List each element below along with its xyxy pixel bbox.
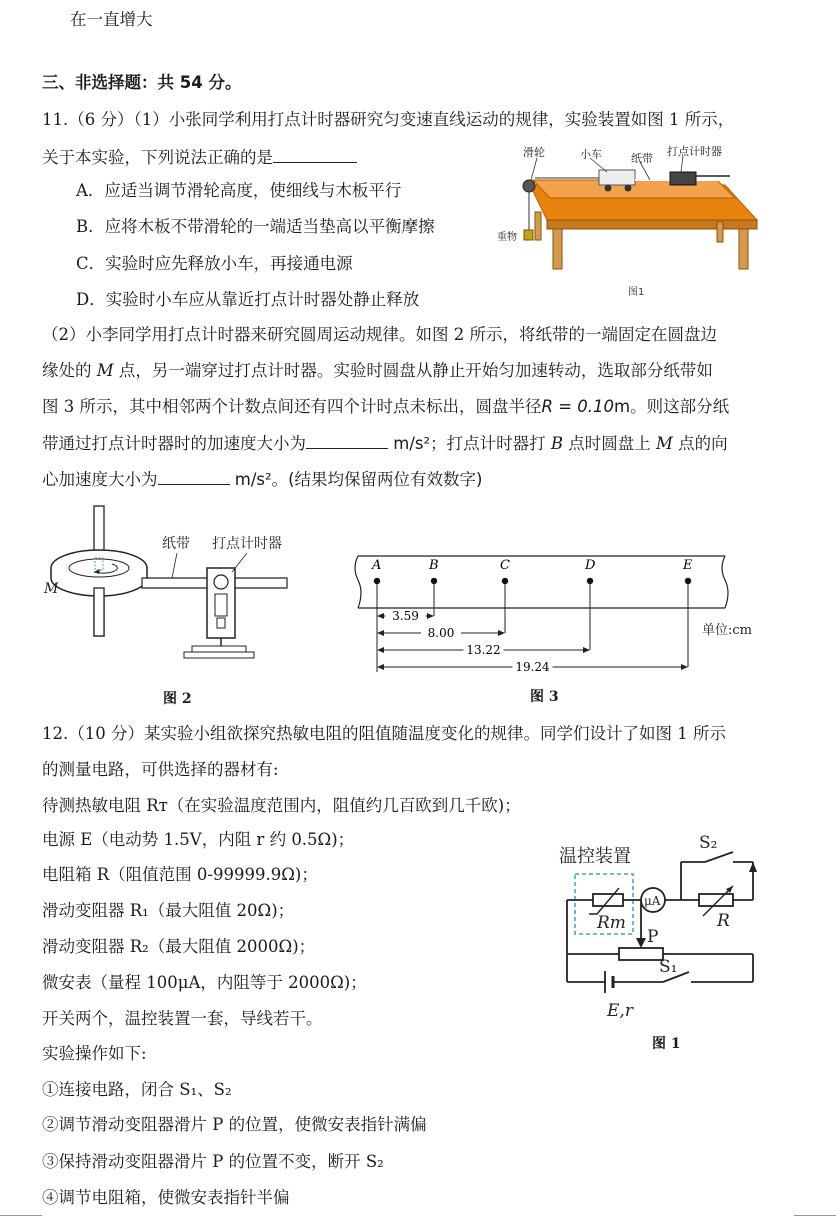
q12-step3: ③保持滑动变阻器滑片 P 的位置不变，断开 S₂ xyxy=(42,1152,384,1171)
text-segment: 带通过打点计时器时的加速度大小为 xyxy=(42,434,306,453)
q11-option-d: D．实验时小车应从靠近打点计时器处静止释放 xyxy=(76,290,420,309)
figure-2-caption: 图 2 xyxy=(163,691,192,707)
answer-blank[interactable] xyxy=(158,468,230,485)
symbol-m: M xyxy=(96,361,114,380)
q11-part2-line2 xyxy=(42,360,713,382)
q11-heading: 11.（6 分）（1）小张同学利用打点计时器研究匀变速直线运动的规律，实验装置如图 1 所示， xyxy=(42,110,735,129)
dimension-label: 3.59 xyxy=(392,609,419,623)
q12-line2: 的测量电路，可供选择的器材有: xyxy=(42,760,279,779)
q11-question-text: 关于本实验，下列说法正确的是 xyxy=(42,148,273,167)
label-m: M xyxy=(44,581,59,597)
arrowhead xyxy=(377,647,384,653)
tape-dimensions xyxy=(377,609,688,674)
q12-heading: 12.（10 分）某实验小组欲探究热敏电阻的阻值随温度变化的规律。同学们设计了如图 1 所示 xyxy=(42,724,726,743)
label-tape: 纸带 xyxy=(631,152,653,165)
section-heading: 三、非选择题：共 54 分。 xyxy=(42,73,242,92)
q12-step1: ①连接电路，闭合 S₁、S₂ xyxy=(42,1080,232,1099)
point-label-a: A xyxy=(372,558,382,573)
radius-value: R = 0.10 xyxy=(541,397,615,416)
figure-circuit xyxy=(555,828,765,1028)
label-cart: 小车 xyxy=(580,148,602,161)
arrowhead xyxy=(681,664,688,670)
point-label-c: C xyxy=(500,558,510,573)
text-segment: 缘处的 xyxy=(42,361,92,380)
q11-option-c: C．实验时应先释放小车，再接通电源 xyxy=(76,254,353,273)
symbol-b: B xyxy=(550,434,563,453)
resistor-box-label: R xyxy=(717,911,730,931)
switch-s2-label: S₂ xyxy=(699,833,718,853)
q11-question xyxy=(42,146,357,169)
tape-dot-e xyxy=(685,578,691,584)
q12-step2: ②调节滑动变阻器滑片 P 的位置，使微安表指针满偏 xyxy=(42,1115,427,1134)
arrowhead xyxy=(377,664,384,670)
microammeter-label: μA xyxy=(644,894,661,908)
point-label-e: E xyxy=(683,558,693,573)
dimension-label: 8.00 xyxy=(427,626,455,640)
answer-blank[interactable] xyxy=(273,146,357,163)
q11-part2-line1: （2）小李同学用打点计时器来研究圆周运动规律。如图 2 所示，将纸带的一端固定在圆盘边 xyxy=(42,325,717,344)
tape-dot-b xyxy=(431,578,437,584)
q11-option-b: B．应将木板不带滑轮的一端适当垫高以平衡摩擦 xyxy=(76,217,435,236)
figure-1-caption: 图1 xyxy=(628,287,645,298)
prev-answer-tail: 在一直增大 xyxy=(70,10,153,29)
arrowhead xyxy=(427,613,434,619)
figure-1-apparatus xyxy=(495,140,765,305)
label-pulley: 滑轮 xyxy=(523,146,545,159)
q11-part2-line5 xyxy=(42,468,482,491)
source-label: E,r xyxy=(607,1001,633,1021)
symbol-m: M xyxy=(655,434,673,453)
arrowhead xyxy=(377,613,384,619)
text-segment: m/s²。(结果均保留两位有效数字) xyxy=(234,470,483,489)
label-tape: 纸带 xyxy=(162,536,190,552)
q11-part2-line3 xyxy=(42,396,729,418)
text-segment: 点时圆盘上 xyxy=(568,434,651,453)
tape-dot-c xyxy=(502,578,508,584)
tape-dot-a xyxy=(374,578,380,584)
q12-line4: 电源 E（电动势 1.5V，内阻 r 约 0.5Ω)； xyxy=(42,830,355,849)
q12-line3: 待测热敏电阻 Rт（在实验温度范围内，阻值约几百欧到几千欧)； xyxy=(42,796,521,815)
q12-line8: 微安表（量程 100μA，内阻等于 2000Ω)； xyxy=(42,973,367,992)
q12-line10: 实验操作如下: xyxy=(42,1044,147,1063)
q12-step4: ④调节电阻箱，使微安表指针半偏 xyxy=(42,1188,290,1207)
dimension-label: 13.22 xyxy=(466,643,501,657)
arrowhead xyxy=(583,647,590,653)
text-segment: m/s²；打点计时器打 xyxy=(393,434,546,453)
q11-option-a: A．应适当调节滑轮高度，使细线与木板平行 xyxy=(76,181,402,200)
figure-3-caption: 图 3 xyxy=(530,689,559,705)
label-weight: 重物 xyxy=(497,232,517,243)
slider-p-label: P xyxy=(647,927,659,947)
figure-3-tape xyxy=(350,548,760,676)
unit-label: 单位:cm xyxy=(702,623,752,638)
answer-blank[interactable] xyxy=(306,432,388,449)
arrowhead xyxy=(498,630,505,636)
point-label-d: D xyxy=(585,558,596,573)
q12-line6: 滑动变阻器 R₁（最大阻值 20Ω)； xyxy=(42,901,295,920)
label-timer: 打点计时器 xyxy=(212,536,282,552)
text-segment: 点的向 xyxy=(678,434,728,453)
thermistor-label: Rт xyxy=(597,913,626,933)
label-timer: 打点计时器 xyxy=(667,145,722,158)
dimension-label: 19.24 xyxy=(515,660,550,674)
q12-line5: 电阻箱 R（阻值范围 0-99999.9Ω)； xyxy=(42,865,318,884)
temp-control-label: 温控装置 xyxy=(559,846,631,867)
text-segment: 图 3 所示，其中相邻两个计数点间还有四个计时点未标出，圆盘半径 xyxy=(42,397,542,416)
q12-line7: 滑动变阻器 R₂（最大阻值 2000Ω)； xyxy=(42,937,316,956)
switch-s1-label: S₁ xyxy=(659,957,678,977)
point-label-b: B xyxy=(429,558,439,573)
q11-part2-line4 xyxy=(42,432,728,455)
text-segment: 心加速度大小为 xyxy=(42,470,158,489)
text-segment: m。则这部分纸 xyxy=(614,397,730,416)
arrowhead xyxy=(377,630,384,636)
circuit-caption: 图 1 xyxy=(652,1036,681,1052)
figure-2-disc xyxy=(42,498,302,710)
q12-line9: 开关两个，温控装置一套，导线若干。 xyxy=(42,1009,323,1028)
tape-dot-d xyxy=(587,578,593,584)
text-segment: 点，另一端穿过打点计时器。实验时圆盘从静止开始匀加速转动，选取部分纸带如 xyxy=(118,361,713,380)
